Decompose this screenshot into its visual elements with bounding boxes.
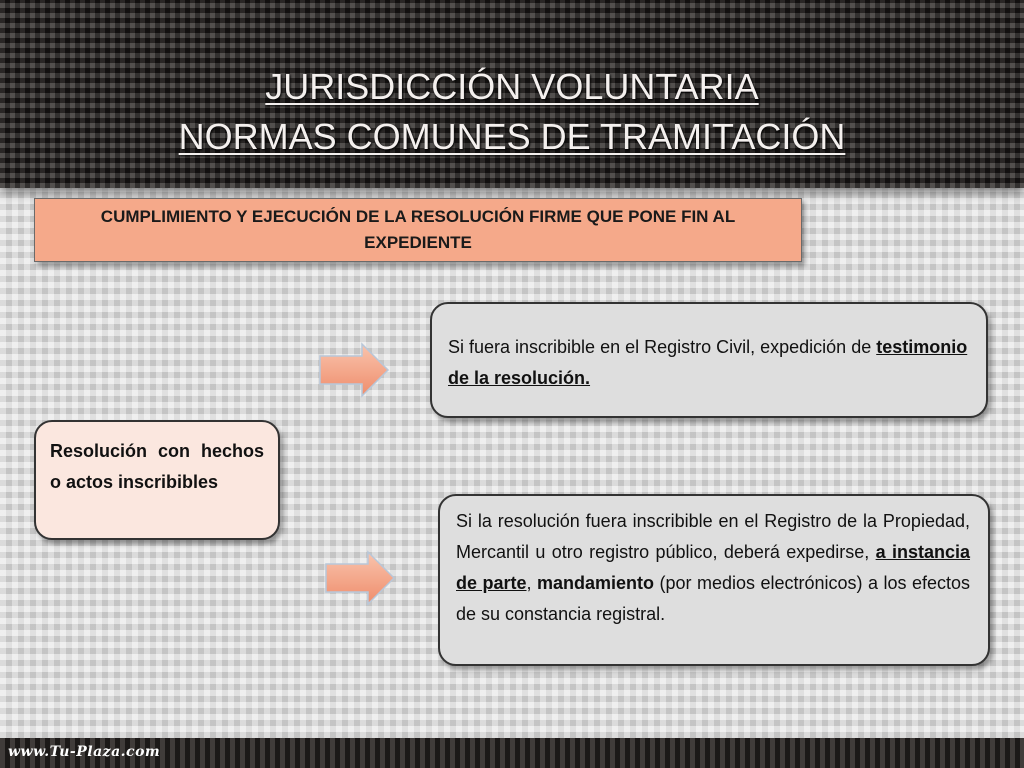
property-text-1: Si la resolución fuera inscribible en el Registro de la Propiedad, Mercantil u otro registro público, deberá expedirse, (456, 511, 970, 562)
footer-brand: www.Tu-Plaza.com (8, 744, 161, 760)
arrow-right-icon (322, 548, 398, 608)
property-text-3: (por medios electrónicos) a los efectos de su constancia registral. (456, 573, 970, 624)
arrow-right-icon (316, 340, 392, 400)
resolution-box (34, 420, 280, 540)
civil-registry-text (448, 332, 968, 394)
banner-text: CUMPLIMIENTO Y EJECUCIÓN DE LA RESOLUCIÓN FIRME QUE PONE FIN AL EXPEDIENTE (100, 207, 736, 252)
title-line-1: JURISDICCIÓN VOLUNTARIA (265, 66, 759, 107)
section-banner (34, 198, 802, 262)
civil-registry-text-plain: Si fuera inscribible en el Registro Civil, expedición de (448, 337, 877, 357)
property-emphasis-1: a instancia de parte (456, 542, 970, 593)
property-registry-box (438, 494, 990, 666)
property-emphasis-2: mandamiento (536, 573, 655, 593)
property-registry-text (456, 506, 970, 630)
property-text-2: , (526, 573, 537, 593)
title-line-2: NORMAS COMUNES DE TRAMITACIÓN (178, 116, 846, 157)
civil-registry-emphasis: testimonio de la resolución. (448, 337, 968, 388)
civil-registry-box (430, 302, 988, 418)
resolution-text: Resolución con hechos o actos inscribibles (50, 441, 264, 492)
